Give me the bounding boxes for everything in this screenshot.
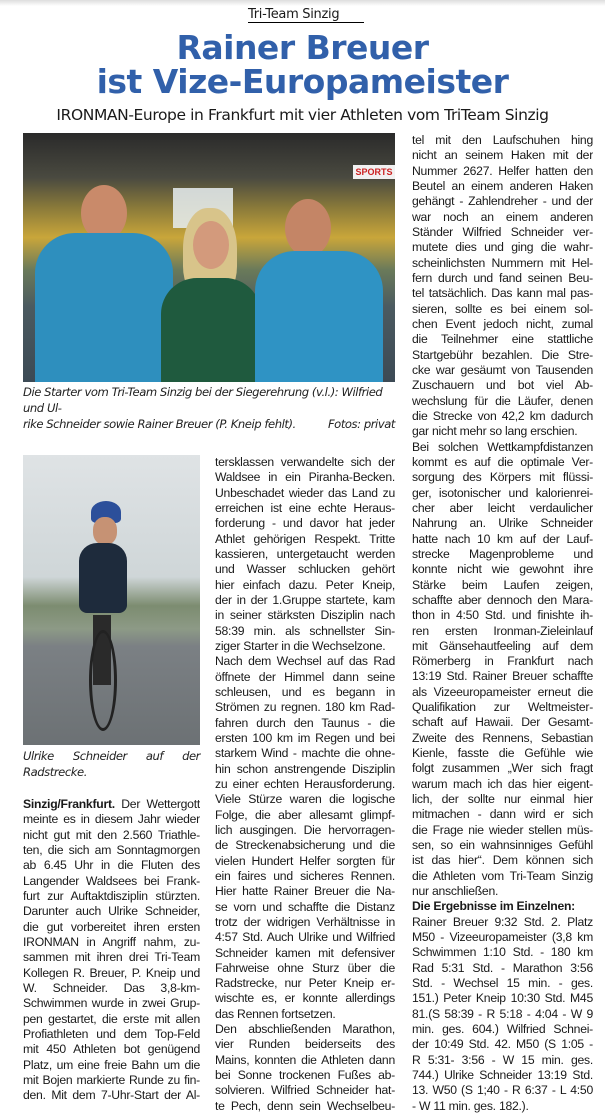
team-photo [23, 133, 395, 382]
text-line: folgt zusammen „Wer sich fragt [412, 761, 593, 776]
text-line: 13:19 Std. Rainer Breuer schaffte [412, 669, 593, 684]
text-line: de Streckenabsicherung und die [215, 838, 395, 853]
text-line: Waldsee in ein Piranha-Becken. [215, 470, 395, 485]
person-shirt [255, 251, 383, 382]
text-line: sammen mit ihren drei Tri-Team [23, 950, 200, 965]
headline-line-1: Rainer Breuer [176, 28, 429, 67]
person-head [285, 199, 331, 257]
text-line: schaft auf Hawaii. Der Gesamt- [412, 715, 593, 730]
text-line: furt zur Auftaktdisziplin stürzten. [23, 888, 200, 903]
text-line: min. ges. 604.) Wilfried Schnei- [412, 1022, 593, 1037]
text-line: Nach dem Wechsel auf das Rad [215, 654, 395, 669]
results-heading: Die Ergebnisse im Einzelnen: [412, 899, 575, 914]
text-run: Der Wettergott [114, 797, 200, 811]
text-line: Schwimmen wurde in zwei Grup- [23, 996, 200, 1011]
text-line: erreichen ist eine echte Heraus- [215, 500, 395, 515]
text-line: das Rennen fortsetzen. [215, 1006, 336, 1021]
text-line: Bei solchen Wettkampfdistanzen [412, 439, 593, 454]
text-line [23, 797, 200, 812]
photo-credit: Fotos: privat [327, 417, 395, 431]
text-line: den. Mit dem 7-Uhr-Start der Al- [23, 1088, 200, 1103]
text-line: gehängt - Zahlendreher - und der [412, 194, 593, 209]
text-line: in seiner stärksten Disziplin nach [215, 608, 395, 623]
text-line: solvieren. Wilfried Schneider hat- [215, 1083, 395, 1098]
text-line: Rad 5:31 Std. - Marathon 3:56 [412, 960, 593, 975]
person-head [193, 221, 229, 269]
text-line: Radstrecke, nur Peter Kneip er- [215, 976, 395, 991]
text-line: Profiathleten und dem Top-Feld [23, 1026, 200, 1041]
text-line: 744.) Ulrike Schneider 13:19 Std. [412, 1068, 593, 1083]
text-line: ist das hier“. Dem können sich [412, 853, 593, 868]
text-line: Strömen zu regnen. 180 km Rad- [215, 700, 395, 715]
text-line: mutete dies und ging die wahr- [412, 240, 593, 255]
text-line: 151.) Peter Kneip 10:30 Std. M45 [412, 991, 593, 1006]
text-line: mitmachen - dann wird er sich [412, 807, 593, 822]
person-head [93, 517, 117, 545]
text-line: Stärke beim Laufen zeigen, [412, 577, 593, 592]
text-line: kassieren, untergetaucht werden [215, 546, 395, 561]
text-line: als Vizeeuropameister erneut die [412, 684, 593, 699]
text-line: starkem Wind - machte die ohne- [215, 746, 395, 761]
text-line: Nummer 2627. Helfer hatten den [412, 163, 593, 178]
text-line: Athlet gehörigen Respekt. Tritte [215, 531, 395, 546]
article-column-left [23, 797, 200, 1104]
text-line: nicht gut mit den 2.560 Triathle- [23, 827, 200, 842]
text-line: sieren, sollte es bei einem sol- [412, 301, 593, 316]
caption-line: rike Schneider sowie Rainer Breuer (P. Kneip fehlt). [23, 417, 296, 431]
text-line: nicht an seinem Haken mit der [412, 148, 593, 163]
text-line: Nahrung an. Ulrike Schneider [412, 516, 593, 531]
text-line: mit Gänsehautfeeling auf dem [412, 638, 593, 653]
team-photo-caption [23, 384, 395, 432]
text-line: gar nicht mehr so lang erschien. [412, 424, 578, 439]
article-column-middle [215, 455, 395, 1114]
text-line: Hier hatte Rainer Breuer die Na- [215, 884, 395, 899]
text-line: forderung - und davor hat jeder [215, 516, 395, 531]
text-line: Ständer Wilfried Schneider ver- [412, 224, 593, 239]
text-line: Mains, konnten die Athleten dann [215, 1052, 395, 1067]
text-line: nur anschließen. [412, 884, 499, 899]
text-line: ein faires und sicheres Rennen. [215, 868, 395, 883]
text-line: der 10:49 Std. 42. M50 (S 1:05 - [412, 1037, 593, 1052]
cyclist-photo-caption: Ulrike Schneider auf der Radstrecke. [23, 749, 200, 779]
text-line: Schwimmen 1:10 Std. - 180 km [412, 945, 593, 960]
text-line: die Athleten vom Tri-Team Sinzig [412, 868, 593, 883]
text-line: Rainer Breuer 9:32 Std. 2. Platz [412, 914, 593, 929]
dateline: Sinzig/Frankfurt. [23, 797, 115, 811]
text-line: W. Schneider. Das 3,8-km- [23, 980, 200, 995]
text-line: ersten 100 km im Regen und bei [215, 730, 395, 745]
text-line: Qualifikation zur Weltmeister- [412, 700, 593, 715]
text-line: Schneider kamen mit defensiver [215, 945, 395, 960]
text-line: 81.(S 58:39 - R 5:18 - 4:04 - W 9 [412, 1006, 593, 1021]
text-line: 58:39 min. als schnellster Sin- [215, 623, 395, 638]
text-line: warum mach ich das hier eigent- [412, 776, 593, 791]
text-line: ger, isotonischer und kalorienrei- [412, 485, 593, 500]
text-line: ten, die sich am Sonntagmorgen [23, 842, 200, 857]
text-line: Std. - Wechsel 15 min. - ges. [412, 976, 593, 991]
text-line: Viele Stürze waren die logische [215, 792, 395, 807]
text-line: der in der 1.Gruppe startete, kam [215, 592, 395, 607]
text-line: cke war gesäumt von Tausenden [412, 362, 593, 377]
text-line: se vorn und schaffte die Distanz [215, 899, 395, 914]
subheadline: IRONMAN-Europe in Frankfurt mit vier Athleten vom TriTeam Sinzig [56, 106, 549, 124]
bike-wheel [89, 630, 117, 731]
text-line: Beutel an einem anderen Haken [412, 178, 593, 193]
text-line: fern durch und fand seinen Beu- [412, 270, 593, 285]
text-line: kommt es auf die optimale Ver- [412, 454, 593, 469]
text-line: Fahrweise ohne Sturz über die [215, 960, 395, 975]
text-line: IRONMAN in Angriff nahm, zu- [23, 934, 200, 949]
text-line: fahren durch den Taunus - die [215, 715, 395, 730]
section-kicker: Tri-Team Sinzig [248, 7, 364, 23]
text-line: chen Event jedoch nicht, zumal [412, 316, 593, 331]
text-line: strecke Magenprobleme und [412, 546, 593, 561]
text-line: lich, der sollte nur einmal hier [412, 792, 593, 807]
text-line: mit 450 Athleten bot genügend [23, 1042, 200, 1057]
text-line: sorgung des Körpers mit flüssi- [412, 470, 593, 485]
text-line: Platz, um eine freie Bahn um die [23, 1057, 200, 1072]
text-line: thon in 4:50 Std. und finishte ih- [412, 608, 593, 623]
text-line: Darunter auch Ulrike Schneider, [23, 904, 200, 919]
text-line: Zweite des Rennens, Sebastian [412, 730, 593, 745]
text-line: bei Sonne trockenen Fußes ab- [215, 1068, 395, 1083]
text-line: hier einfach dazu. Peter Kneip, [215, 577, 395, 592]
text-line: Startgebühr bezahlen. Die Stre- [412, 347, 593, 362]
text-line: meinte es in diesem Jahr wieder [23, 812, 200, 827]
caption-line: Die Starter vom Tri-Team Sinzig bei der Siegerehrung (v.l.): Wilfried und Ul- [23, 385, 383, 415]
text-line: Den abschließenden Marathon, [215, 1022, 395, 1037]
text-line: lich ausgingen. Die hervorragen- [215, 822, 395, 837]
text-line: zu einer echten Herausforderung. [215, 776, 395, 791]
text-line: M50 - Vizeeuropameister (3,8 km [412, 930, 593, 945]
text-line: vielen Hundert Helfer sorgten für [215, 853, 395, 868]
text-line: und Wasser schlucken gehört [215, 562, 395, 577]
text-line: tersklassen verwandelte sich der [215, 455, 395, 469]
sponsor-sign: SPORTS [353, 165, 395, 179]
text-line: konnte nicht wie gewohnt ihre [412, 562, 593, 577]
text-line: vier Runden beiderseits des [215, 1037, 395, 1052]
text-line: Langender Waldsees bei Frank- [23, 873, 200, 888]
text-line: hatte nach 10 km auf der Lauf- [412, 531, 593, 546]
text-line: Folge, die aber allesamt glimpf- [215, 807, 395, 822]
text-line: pen gestartet, die erste mit allen [23, 1011, 200, 1026]
text-line: Kollegen R. Breuer, P. Kneip und [23, 965, 200, 980]
text-line: war noch an einem anderen [412, 209, 593, 224]
text-line: die Teilnehmer eine stattliche [412, 332, 593, 347]
text-line: tel mit den Laufschuhen hing [412, 133, 593, 147]
person-shirt [35, 233, 173, 382]
text-line: ren ersten Ironman-Zieleinlauf [412, 623, 593, 638]
text-line: die Strecke von 42,2 km dadurch [412, 408, 593, 423]
text-line: Römerberg in Frankfurt nach [412, 654, 593, 669]
text-line: scheinlichsten Nummern mit Hel- [412, 255, 593, 270]
text-line: 4:57 Std. Auch Ulrike und Wilfried [215, 930, 395, 945]
scan-edge [0, 0, 605, 6]
cyclist-photo [23, 455, 200, 745]
text-line: mit Bojen markierte Runde zu fin- [23, 1072, 200, 1087]
text-line: die Frage nie wieder stellen müs- [412, 822, 593, 837]
text-line: wischte es, er konnte allerdings [215, 991, 395, 1006]
text-line: sen, so ein wahnsinniges Gefühl [412, 838, 593, 853]
text-line: ab 6.45 Uhr in die Fluten des [23, 858, 200, 873]
text-line: tel tatsächlich. Das kann mal pas- [412, 286, 593, 301]
article-column-right [412, 133, 593, 1114]
headline-line-2: ist Vize-Europameister [96, 62, 509, 101]
text-line: 13. W50 (S 1;40 - R 6:37 - L 4:50 [412, 1083, 593, 1098]
text-line: trotz der widrigen Verhältnisse in [215, 914, 395, 929]
text-line: Kienle, fasste die Gefühle wie [412, 746, 593, 761]
text-line: wechslung für die Läufer, denen [412, 393, 593, 408]
person-shirt [161, 278, 261, 382]
text-line: schaffte aber dennoch den Mara- [412, 592, 593, 607]
text-line: schleusen, und es begann in [215, 684, 395, 699]
text-line: - W 11 min. ges. 182.). [412, 1098, 529, 1113]
text-line: R 5:31- 3:56 - W 15 min. ges. [412, 1052, 593, 1067]
text-line: hin schon anstrengende Disziplin [215, 761, 395, 776]
text-line: Zuschauern und bot viel Ab- [412, 378, 593, 393]
text-line: die gut vorbereitet ihren ersten [23, 919, 200, 934]
text-line: cher aber leicht verdaulicher [412, 500, 593, 515]
text-line: te Pech, denn sein Wechselbeu- [215, 1098, 395, 1113]
text-line: Unbeschadet wieder das Land zu [215, 485, 395, 500]
text-line: ziger Starter in die Wechselzone. [215, 638, 386, 653]
text-line: öffnete der Himmel dann seine [215, 669, 395, 684]
person-jersey [79, 543, 127, 613]
